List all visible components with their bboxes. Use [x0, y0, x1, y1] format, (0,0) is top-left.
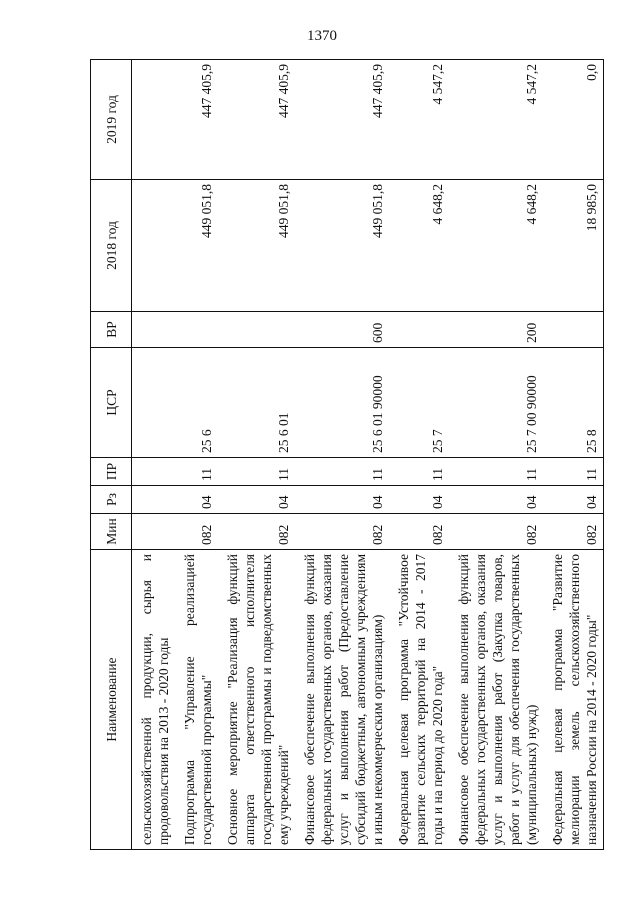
table-row [295, 60, 389, 850]
row-vr [175, 312, 218, 348]
row-csr: 25 6 [175, 348, 218, 458]
row-2019: 0,0 [543, 60, 604, 180]
row-vr [218, 312, 295, 348]
row-min: 082 [218, 514, 295, 550]
row-2018: 18 985,0 [543, 180, 604, 312]
row-min: 082 [449, 514, 543, 550]
row-min: 082 [543, 514, 604, 550]
row-2019: 447 405,9 [175, 60, 218, 180]
table-row [543, 60, 604, 850]
row-csr: 25 7 [389, 348, 449, 458]
row-vr [132, 312, 176, 348]
row-csr: 25 8 [543, 348, 604, 458]
header-pr: ПР [91, 458, 132, 486]
page-number: 1370 [307, 28, 337, 44]
rotated-page [90, 60, 599, 850]
row-name: Федеральная целевая программа "Устойчивое развитие сельских территорий на 2014 - 2017 годы и на период до 2020 года" [389, 550, 449, 850]
table-row [389, 60, 449, 850]
row-pr: 11 [543, 458, 604, 486]
row-csr [132, 348, 176, 458]
table-row [449, 60, 543, 850]
row-rz: 04 [449, 486, 543, 514]
row-pr: 11 [295, 458, 389, 486]
header-2018: 2018 год [91, 180, 132, 312]
table-row [175, 60, 218, 850]
row-2018 [132, 180, 176, 312]
row-2019: 4 547,2 [449, 60, 543, 180]
table-header-row [91, 60, 132, 850]
table-row [218, 60, 295, 850]
table-row [132, 60, 176, 850]
row-pr [132, 458, 176, 486]
header-vr: ВР [91, 312, 132, 348]
row-vr [543, 312, 604, 348]
row-pr: 11 [175, 458, 218, 486]
row-2019: 447 405,9 [218, 60, 295, 180]
row-2018: 449 051,8 [175, 180, 218, 312]
row-rz: 04 [218, 486, 295, 514]
row-vr [389, 312, 449, 348]
row-csr: 25 6 01 90000 [295, 348, 389, 458]
row-2018: 4 648,2 [449, 180, 543, 312]
row-min: 082 [295, 514, 389, 550]
row-2019 [132, 60, 176, 180]
row-name: Основное мероприятие "Реализация функций аппарата ответственного исполнителя государственной программы и подведомственных ему учреждений" [218, 550, 295, 850]
row-2019: 447 405,9 [295, 60, 389, 180]
header-name: Наименование [91, 550, 132, 850]
row-csr: 25 6 01 [218, 348, 295, 458]
row-rz: 04 [543, 486, 604, 514]
row-min: 082 [175, 514, 218, 550]
row-2018: 4 648,2 [389, 180, 449, 312]
header-min: Мин [91, 514, 132, 550]
row-csr: 25 7 00 90000 [449, 348, 543, 458]
row-rz: 04 [295, 486, 389, 514]
header-2019: 2019 год [91, 60, 132, 180]
row-name: Финансовое обеспечение выполнения функций федеральных государственных органов, оказания услуг и выполнения работ (Предоставление субсидий бюджетным, автономным учреждениям и иным некоммерческим организациям) [295, 550, 389, 850]
row-name: Федеральная целевая программа "Развитие мелиорации земель сельскохозяйственного назначения России на 2014 - 2020 годы" [543, 550, 604, 850]
row-pr: 11 [218, 458, 295, 486]
header-csr: ЦСР [91, 348, 132, 458]
row-name: Подпрограмма "Управление реализацией государственной программы" [175, 550, 218, 850]
row-vr: 600 [295, 312, 389, 348]
row-min: 082 [389, 514, 449, 550]
budget-table [90, 59, 604, 850]
row-rz: 04 [175, 486, 218, 514]
row-name: сельскохозяйственной продукции, сырья и продовольствия на 2013 - 2020 годы [132, 550, 176, 850]
header-rz: Рз [91, 486, 132, 514]
row-2018: 449 051,8 [295, 180, 389, 312]
row-min [132, 514, 176, 550]
row-name: Финансовое обеспечение выполнения функций федеральных государственных органов, оказания услуг и выполнения работ (Закупка товаров, работ и услуг для обеспечения государственных (муниципальных) нужд) [449, 550, 543, 850]
row-pr: 11 [449, 458, 543, 486]
row-vr: 200 [449, 312, 543, 348]
row-2019: 4 547,2 [389, 60, 449, 180]
row-rz [132, 486, 176, 514]
row-rz: 04 [389, 486, 449, 514]
row-pr: 11 [389, 458, 449, 486]
row-2018: 449 051,8 [218, 180, 295, 312]
